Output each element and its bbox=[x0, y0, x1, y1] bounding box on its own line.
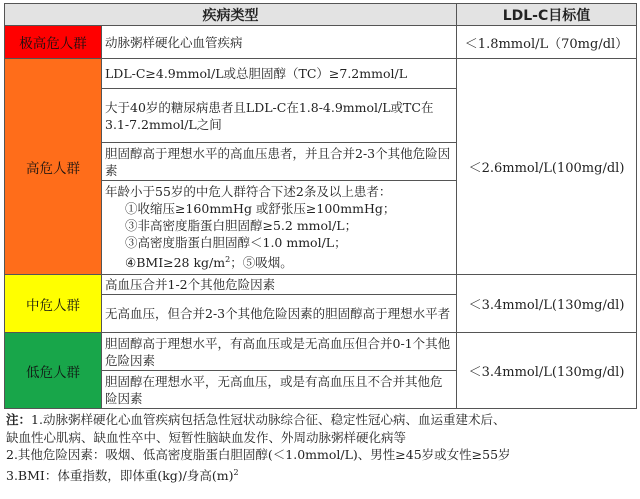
table-row bbox=[5, 59, 637, 89]
table-row bbox=[5, 275, 637, 295]
condition-cell-multi bbox=[102, 181, 457, 275]
condition-item: ③高密度脂蛋白胆固醇＜1.0 mmol/L； bbox=[125, 235, 347, 251]
header-disease-type: 疾病类型 bbox=[5, 4, 457, 26]
header-ldl-target: LDL-C目标值 bbox=[457, 4, 637, 26]
lipid-table-figure bbox=[4, 3, 636, 484]
group-low-risk: 低危人群 bbox=[5, 333, 102, 409]
target-cell: ＜3.4mmol/L(130mg/dl) bbox=[457, 275, 637, 333]
condition-intro: 年龄小于55岁的中危人群符合下述2条及以上患者： bbox=[105, 184, 392, 200]
group-extreme-high-risk: 极高危人群 bbox=[5, 26, 102, 59]
table-header-row bbox=[5, 4, 637, 26]
ldl-target-table bbox=[4, 3, 637, 409]
table-notes bbox=[4, 411, 636, 484]
condition-cell: 大于40岁的糖尿病患者且LDL-C在1.8-4.9mmol/L或TC在3.1-7.2mmol/L之间 bbox=[102, 89, 457, 143]
note-line-1: 注：1.动脉粥样硬化心血管疾病包括急性冠状动脉综合征、稳定性冠心病、血运重建术后、 bbox=[6, 412, 506, 427]
target-cell: ＜1.8mmol/L（70mg/dl） bbox=[457, 26, 637, 59]
condition-item: ④BMI≥28 $kg/m^2$；⑤吸烟。 bbox=[125, 255, 293, 271]
group-high-risk: 高危人群 bbox=[5, 59, 102, 275]
table-row bbox=[5, 26, 637, 59]
target-cell: ＜2.6mmol/L(100mg/dl) bbox=[457, 59, 637, 275]
condition-cell: 动脉粥样硬化心血管疾病 bbox=[102, 26, 457, 59]
note-line-2: 2.其他危险因素：吸烟、低高密度脂蛋白胆固醇(＜1.0mmol/L)、男性≥45岁或女性≥55岁 bbox=[6, 447, 511, 462]
group-medium-risk: 中危人群 bbox=[5, 275, 102, 333]
note-line-3: 3.BMI：体重指数，即体重(kg)/身高$(m)^2$ bbox=[6, 467, 239, 483]
condition-cell: 高血压合并1-2个其他危险因素 bbox=[102, 275, 457, 295]
condition-cell: 胆固醇在理想水平，无高血压，或是有高血压且不合并其他危险因素 bbox=[102, 371, 457, 409]
note-line-1-cont: 缺血性心肌病、缺血性卒中、短暂性脑缺血发作、外周动脉粥样硬化病等 bbox=[6, 429, 407, 445]
target-cell: ＜3.4mmol/L(130mg/dl) bbox=[457, 333, 637, 409]
condition-cell: 胆固醇高于理想水平的高血压患者，并且合并2-3个其他危险因素 bbox=[102, 143, 457, 181]
notes-label: 注： bbox=[6, 412, 32, 427]
condition-cell: LDL-C≥4.9mmol/L或总胆固醇（TC）≥7.2mmol/L bbox=[102, 59, 457, 89]
condition-cell: 胆固醇高于理想水平，有高血压或是无高血压但合并0-1个其他危险因素 bbox=[102, 333, 457, 371]
condition-item: ①收缩压≥160mmHg 或舒张压≥100mmHg； bbox=[125, 201, 396, 217]
condition-cell: 无高血压，但合并2-3个其他危险因素的胆固醇高于理想水平者 bbox=[102, 295, 457, 333]
condition-item: ③非高密度脂蛋白胆固醇≥5.2 mmol/L； bbox=[125, 218, 358, 234]
table-row bbox=[5, 333, 637, 371]
